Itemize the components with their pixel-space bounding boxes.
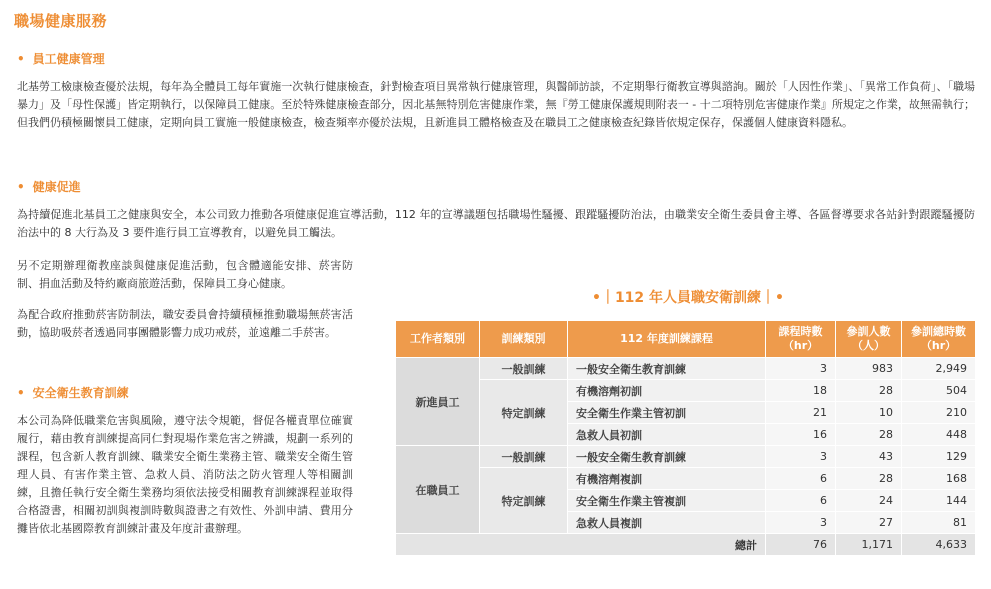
header-course: 112 年度訓練課程 bbox=[568, 321, 766, 358]
type-cell-special: 特定訓練 bbox=[480, 468, 568, 534]
participants-cell: 28 bbox=[836, 424, 902, 446]
section-heading-label: 健康促進 bbox=[32, 180, 81, 194]
course-cell: 安全衛生作業主管複訓 bbox=[568, 490, 766, 512]
table-title bbox=[400, 287, 976, 307]
participants-cell: 28 bbox=[836, 468, 902, 490]
total-hours-cell: 448 bbox=[902, 424, 976, 446]
section-heading-health-promotion bbox=[17, 178, 81, 195]
total-hours-cell: 144 bbox=[902, 490, 976, 512]
header-total-hours: 參訓總時數（hr） bbox=[902, 321, 976, 358]
total-hours-cell: 504 bbox=[902, 380, 976, 402]
hours-cell: 3 bbox=[766, 446, 836, 468]
participants-cell: 27 bbox=[836, 512, 902, 534]
type-cell-general: 一般訓練 bbox=[480, 446, 568, 468]
table-row bbox=[396, 446, 976, 468]
hours-cell: 21 bbox=[766, 402, 836, 424]
participants-cell: 983 bbox=[836, 358, 902, 380]
table-title-suffix: ｜• bbox=[761, 290, 784, 306]
course-cell: 急救人員初訓 bbox=[568, 424, 766, 446]
total-training-hours-sum-cell: 4,633 bbox=[902, 534, 976, 556]
table-row bbox=[396, 468, 976, 490]
health-promotion-paragraph: 為持續促進北基員工之健康與安全，本公司致力推動各項健康促進宣導活動，112 年的宣導議題包括職場性騷擾、跟蹤騷擾防治法，由職業安全衛生委員會主導、各區督導要求各站針對跟蹤騷擾防治法中的 8 大行為及 3 要件進行員工宣導教育，以避免員工觸法。 bbox=[17, 208, 975, 239]
table-total-row bbox=[396, 534, 976, 556]
bullet-icon: • bbox=[17, 180, 25, 194]
table-header-row bbox=[396, 321, 976, 358]
total-participants-sum-cell: 1,171 bbox=[836, 534, 902, 556]
course-cell: 有機溶劑初訓 bbox=[568, 380, 766, 402]
group-cell-new: 新進員工 bbox=[396, 358, 480, 446]
total-label-cell: 總計 bbox=[396, 534, 766, 556]
hours-cell: 3 bbox=[766, 358, 836, 380]
section-heading-safety-training bbox=[17, 384, 129, 401]
table-row bbox=[396, 380, 976, 402]
health-promotion-activities-paragraph: 另不定期辦理衛教座談與健康促進活動，包含體適能安排、菸害防制、捐血活動及特約廠商旅遊活動，保障員工身心健康。 bbox=[17, 259, 353, 290]
header-worker-type: 工作者類別 bbox=[396, 321, 480, 358]
type-cell-special: 特定訓練 bbox=[480, 380, 568, 446]
bullet-icon: • bbox=[17, 52, 25, 66]
header-hours: 課程時數（hr） bbox=[766, 321, 836, 358]
participants-cell: 43 bbox=[836, 446, 902, 468]
participants-cell: 24 bbox=[836, 490, 902, 512]
table-title-text: 112 年人員職安衛訓練 bbox=[614, 290, 762, 306]
header-participants: 參訓人數（人） bbox=[836, 321, 902, 358]
group-cell-current: 在職員工 bbox=[396, 446, 480, 534]
course-cell: 安全衛生作業主管初訓 bbox=[568, 402, 766, 424]
table-row bbox=[396, 358, 976, 380]
table-title-prefix: •｜ bbox=[591, 290, 615, 306]
participants-cell: 28 bbox=[836, 380, 902, 402]
section-heading-label: 員工健康管理 bbox=[32, 52, 105, 66]
smoke-free-paragraph: 為配合政府推動菸害防制法，職安委員會持續積極推動職場無菸害活動，協助吸菸者透過同事團體影響力成功戒菸，並遠離二手菸害。 bbox=[17, 308, 353, 339]
course-cell: 一般安全衛生教育訓練 bbox=[568, 446, 766, 468]
course-cell: 有機溶劑複訓 bbox=[568, 468, 766, 490]
page-title: 職場健康服務 bbox=[14, 12, 108, 30]
section-heading-label: 安全衛生教育訓練 bbox=[32, 386, 129, 400]
total-hours-cell: 168 bbox=[902, 468, 976, 490]
training-table bbox=[395, 320, 976, 556]
section-heading-health-management bbox=[17, 50, 105, 67]
total-hours-cell: 210 bbox=[902, 402, 976, 424]
total-hours-cell: 81 bbox=[902, 512, 976, 534]
header-training-type: 訓練類別 bbox=[480, 321, 568, 358]
hours-cell: 6 bbox=[766, 490, 836, 512]
type-cell-general: 一般訓練 bbox=[480, 358, 568, 380]
hours-cell: 16 bbox=[766, 424, 836, 446]
bullet-icon: • bbox=[17, 386, 25, 400]
total-hours-sum-cell: 76 bbox=[766, 534, 836, 556]
safety-training-paragraph: 本公司為降低職業危害與風險，遵守法令規範，督促各權責單位確實履行，藉由教育訓練提高同仁對現場作業危害之辨識，規劃一系列的課程，包含新人教育訓練、職業安全衛生業務主管、職業安全衛生管理人員、有害作業主管、急救人員、消防法之防火管理人等相關訓練，且擔任執行安全衛生業務均須依法接受相關教育訓練課程並取得合格證書，相關初訓與複訓時數與證書之有效性、外訓申請、費用分攤皆依北基國際教育訓練計畫及年度計畫辦理。 bbox=[17, 414, 353, 535]
course-cell: 急救人員複訓 bbox=[568, 512, 766, 534]
hours-cell: 18 bbox=[766, 380, 836, 402]
hours-cell: 6 bbox=[766, 468, 836, 490]
participants-cell: 10 bbox=[836, 402, 902, 424]
course-cell: 一般安全衛生教育訓練 bbox=[568, 358, 766, 380]
health-management-paragraph: 北基勞工檢康檢查優於法規，每年為全體員工每年實施一次執行健康檢查，針對檢查項目異常執行健康管理，與醫師訪談，不定期舉行衛教宣導與諮詢。關於「人因性作業」、「異常工作負荷」、「職場暴力」及「母性保護」皆定期執行，以保障員工健康。至於特殊健康檢查部分，因北基無特別危害健康作業，無『勞工健康保護規則附表一 - 十二項特別危害健康作業』所規定之作業，故無需執行；但我們仍積極關懷員工健康，定期向員工實施一般健康檢查，檢查頻率亦優於法規，且新進員工體格檢查及在職員工之健康檢查紀錄皆依規定保存，保護個人健康資料隱私。 bbox=[17, 80, 975, 129]
total-hours-cell: 2,949 bbox=[902, 358, 976, 380]
hours-cell: 3 bbox=[766, 512, 836, 534]
total-hours-cell: 129 bbox=[902, 446, 976, 468]
